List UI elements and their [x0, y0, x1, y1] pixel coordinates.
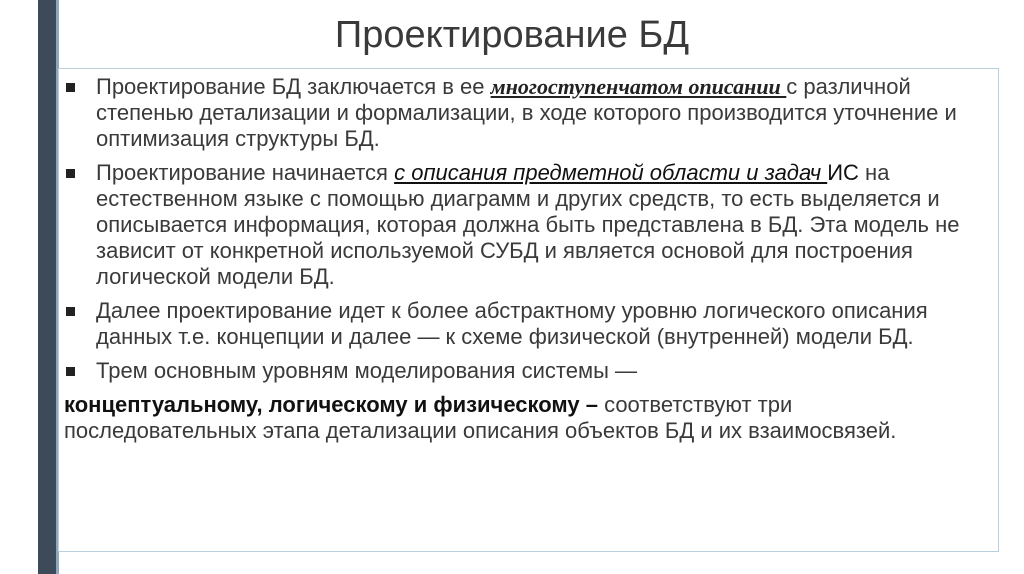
emphasis-text: с описания предметной области и задач: [394, 160, 828, 185]
bullet-item: [64, 74, 964, 152]
emphasis-text: многоступенчатом описании: [490, 74, 787, 99]
left-accent-bar: [38, 0, 56, 574]
bullet-text: Далее проектирование идет к более абстрактному уровню логического описания данных т.е. концепции и далее — к схеме физической (внутренней) модели БД.: [96, 298, 928, 349]
trailing-paragraph: [64, 392, 964, 444]
square-bullet-icon: [66, 307, 75, 316]
strong-text: ИС: [827, 160, 859, 185]
square-bullet-icon: [66, 169, 75, 178]
bullet-text: Трем основным уровням моделирования системы —: [96, 358, 637, 383]
square-bullet-icon: [66, 367, 75, 376]
slide-body: [64, 74, 964, 444]
square-bullet-icon: [66, 83, 75, 92]
bullet-text: Проектирование БД заключается в ее: [96, 74, 491, 99]
bullet-text: на естественном языке с помощью диаграмм и других средств, то есть выделяется и описывается информация, которая должна быть представлена в БД. Эта модель не зависит от конкретной используемой СУБД и является основой для построения логической модели БД.: [96, 160, 960, 289]
bullet-item: [64, 298, 964, 350]
bold-text: концептуальному, логическому и физическому –: [64, 392, 598, 417]
bullet-item: [64, 160, 964, 290]
bullet-item: [64, 358, 964, 384]
bullet-text: с различной степенью детализации и формализации, в ходе которого производится уточнение и оптимизация структуры БД.: [96, 74, 957, 151]
slide-title: Проектирование БД: [334, 14, 690, 56]
paragraph-text: соответствуют три последовательных этапа детализации описания объектов БД и их взаимосвязей.: [64, 392, 897, 443]
bullet-text: Проектирование начинается: [96, 160, 395, 185]
